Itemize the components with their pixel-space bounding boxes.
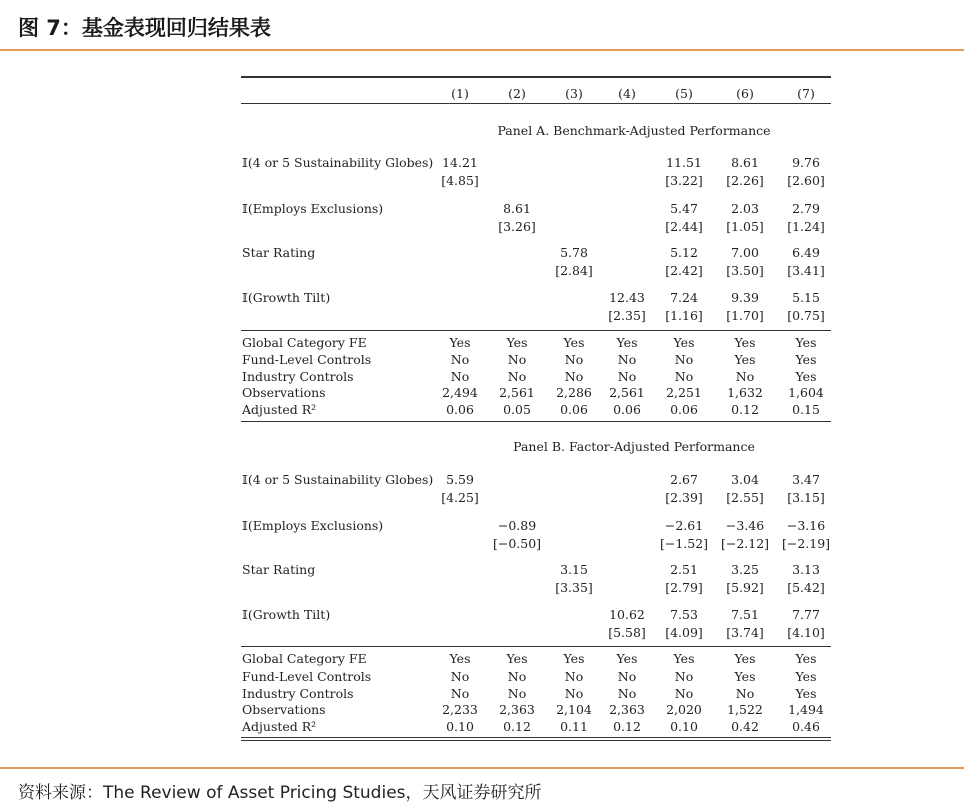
control-value-cell: 1,632 (727, 385, 763, 400)
source-note: 资料来源：The Review of Asset Pricing Studies，天风证券研究所 (18, 783, 542, 803)
panel-a-bottom-rule (241, 421, 831, 422)
control-value-cell: 1,604 (788, 385, 824, 400)
control-value-cell: No (507, 669, 527, 684)
coefficient-cell: 8.61 (731, 155, 759, 170)
t-stat-cell: [4.25] (441, 490, 479, 505)
column-header: (3) (565, 86, 583, 101)
coefficient-cell: 5.78 (560, 245, 588, 260)
coefficient-cell: 5.47 (670, 201, 698, 216)
control-value-cell: 0.12 (503, 719, 531, 734)
t-stat-cell: [1.24] (787, 219, 825, 234)
control-value-cell: Yes (795, 369, 817, 384)
control-value-cell: Yes (734, 669, 756, 684)
t-stat-cell: [3.26] (498, 219, 536, 234)
control-value-cell: No (450, 669, 470, 684)
panel-title: Panel B. Factor-Adjusted Performance (513, 439, 755, 454)
t-stat-cell: [4.09] (665, 625, 703, 640)
control-value-cell: No (674, 669, 694, 684)
coefficient-cell: 5.12 (670, 245, 698, 260)
column-header: (1) (451, 86, 469, 101)
coefficient-cell: 2.79 (792, 201, 820, 216)
coefficient-cell: 3.13 (792, 562, 820, 577)
variable-label: Star Rating (242, 245, 316, 260)
coefficient-cell: −0.89 (497, 518, 537, 533)
control-label: Observations (242, 385, 326, 400)
coefficient-cell: −3.16 (786, 518, 826, 533)
control-value-cell: 0.11 (560, 719, 588, 734)
column-header: (2) (508, 86, 526, 101)
control-label: Industry Controls (242, 686, 354, 701)
variable-label: Star Rating (242, 562, 316, 577)
control-value-cell: 0.42 (731, 719, 759, 734)
control-value-cell: No (735, 686, 755, 701)
variable-label: 𝕀(Employs Exclusions) (242, 201, 384, 216)
control-value-cell: 0.15 (792, 402, 820, 417)
control-value-cell: No (674, 352, 694, 367)
control-value-cell: 0.06 (560, 402, 588, 417)
coefficient-cell: 6.49 (792, 245, 820, 260)
coefficient-cell: 3.25 (731, 562, 759, 577)
control-value-cell: No (507, 686, 527, 701)
t-stat-cell: [5.42] (787, 580, 825, 595)
control-value-cell: No (617, 686, 637, 701)
table-bottom-rule-double (241, 740, 831, 741)
coefficient-cell: 8.61 (503, 201, 531, 216)
t-stat-cell: [3.22] (665, 173, 703, 188)
t-stat-cell: [3.35] (555, 580, 593, 595)
coefficient-cell: 3.15 (560, 562, 588, 577)
control-value-cell: No (674, 686, 694, 701)
control-value-cell: 0.10 (670, 719, 698, 734)
column-header: (7) (797, 86, 815, 101)
control-value-cell: 2,251 (666, 385, 702, 400)
control-value-cell: No (617, 369, 637, 384)
control-label: Adjusted R² (242, 719, 317, 734)
control-value-cell: 0.10 (446, 719, 474, 734)
coefficient-cell: 7.51 (731, 607, 759, 622)
control-value-cell: 2,104 (556, 702, 592, 717)
control-value-cell: 1,494 (788, 702, 824, 717)
control-value-cell: Yes (616, 335, 638, 350)
variable-label: 𝕀(4 or 5 Sustainability Globes) (242, 472, 434, 487)
coefficient-cell: 9.76 (792, 155, 820, 170)
header-divider (0, 49, 964, 51)
control-value-cell: Yes (506, 651, 528, 666)
column-header: (5) (675, 86, 693, 101)
control-value-cell: 2,561 (499, 385, 535, 400)
control-value-cell: No (450, 352, 470, 367)
coefficient-cell: 9.39 (731, 290, 759, 305)
control-value-cell: 2,363 (499, 702, 535, 717)
coefficient-cell: 14.21 (442, 155, 478, 170)
coefficient-cell: 7.53 (670, 607, 698, 622)
control-value-cell: 0.06 (613, 402, 641, 417)
coefficient-cell: 10.62 (609, 607, 645, 622)
t-stat-cell: [−2.19] (781, 536, 831, 551)
control-label: Global Category FE (242, 335, 367, 350)
control-value-cell: 2,020 (666, 702, 702, 717)
t-stat-cell: [3.74] (726, 625, 764, 640)
t-stat-cell: [2.55] (726, 490, 764, 505)
control-value-cell: Yes (449, 335, 471, 350)
control-label: Fund-Level Controls (242, 352, 372, 367)
control-value-cell: No (450, 686, 470, 701)
header-bottom-rule (241, 103, 831, 104)
coefficient-cell: 3.47 (792, 472, 820, 487)
control-value-cell: No (564, 686, 584, 701)
coefficient-cell: −2.61 (664, 518, 704, 533)
variable-label: 𝕀(Growth Tilt) (242, 607, 331, 622)
t-stat-cell: [1.05] (726, 219, 764, 234)
control-value-cell: Yes (449, 651, 471, 666)
control-value-cell: Yes (795, 686, 817, 701)
control-value-cell: 0.46 (792, 719, 820, 734)
control-value-cell: No (564, 669, 584, 684)
control-label: Observations (242, 702, 326, 717)
t-stat-cell: [2.39] (665, 490, 703, 505)
control-value-cell: Yes (795, 335, 817, 350)
t-stat-cell: [5.92] (726, 580, 764, 595)
control-value-cell: 2,363 (609, 702, 645, 717)
control-value-cell: 2,233 (442, 702, 478, 717)
coefficient-cell: 5.15 (792, 290, 820, 305)
control-value-cell: 2,494 (442, 385, 478, 400)
control-value-cell: Yes (506, 335, 528, 350)
column-header: (4) (618, 86, 636, 101)
control-value-cell: No (674, 369, 694, 384)
control-value-cell: Yes (673, 651, 695, 666)
control-value-cell: Yes (795, 669, 817, 684)
controls-top-rule (241, 646, 831, 647)
t-stat-cell: [1.16] (665, 308, 703, 323)
coefficient-cell: 12.43 (609, 290, 645, 305)
control-value-cell: No (617, 669, 637, 684)
t-stat-cell: [4.10] (787, 625, 825, 640)
table-bottom-rule (241, 737, 831, 738)
control-value-cell: 1,522 (727, 702, 763, 717)
variable-label: 𝕀(Growth Tilt) (242, 290, 331, 305)
control-value-cell: No (507, 369, 527, 384)
coefficient-cell: −3.46 (725, 518, 765, 533)
table-top-rule (241, 76, 831, 78)
control-value-cell: Yes (734, 352, 756, 367)
column-header: (6) (736, 86, 754, 101)
t-stat-cell: [0.75] (787, 308, 825, 323)
control-value-cell: No (617, 352, 637, 367)
control-value-cell: 2,561 (609, 385, 645, 400)
control-value-cell: 0.12 (731, 402, 759, 417)
t-stat-cell: [4.85] (441, 173, 479, 188)
coefficient-cell: 7.77 (792, 607, 820, 622)
coefficient-cell: 2.51 (670, 562, 698, 577)
variable-label: 𝕀(4 or 5 Sustainability Globes) (242, 155, 434, 170)
coefficient-cell: 7.24 (670, 290, 698, 305)
t-stat-cell: [2.44] (665, 219, 703, 234)
control-value-cell: 0.06 (446, 402, 474, 417)
control-value-cell: No (507, 352, 527, 367)
t-stat-cell: [−1.52] (659, 536, 709, 551)
t-stat-cell: [2.26] (726, 173, 764, 188)
t-stat-cell: [2.42] (665, 263, 703, 278)
control-value-cell: No (564, 369, 584, 384)
t-stat-cell: [2.79] (665, 580, 703, 595)
t-stat-cell: [−0.50] (492, 536, 542, 551)
t-stat-cell: [2.84] (555, 263, 593, 278)
control-value-cell: No (735, 369, 755, 384)
control-value-cell: Yes (795, 352, 817, 367)
control-value-cell: 0.05 (503, 402, 531, 417)
control-value-cell: Yes (795, 651, 817, 666)
footer-divider (0, 767, 964, 769)
t-stat-cell: [3.50] (726, 263, 764, 278)
t-stat-cell: [2.35] (608, 308, 646, 323)
coefficient-cell: 3.04 (731, 472, 759, 487)
control-label: Industry Controls (242, 369, 354, 384)
figure-title: 图 7：基金表现回归结果表 (18, 16, 271, 40)
control-value-cell: 2,286 (556, 385, 592, 400)
control-value-cell: Yes (616, 651, 638, 666)
t-stat-cell: [−2.12] (720, 536, 770, 551)
coefficient-cell: 2.03 (731, 201, 759, 216)
control-label: Adjusted R² (242, 402, 317, 417)
control-value-cell: 0.06 (670, 402, 698, 417)
control-value-cell: Yes (734, 335, 756, 350)
control-value-cell: No (450, 369, 470, 384)
t-stat-cell: [2.60] (787, 173, 825, 188)
control-value-cell: Yes (563, 651, 585, 666)
coefficient-cell: 11.51 (666, 155, 702, 170)
control-value-cell: Yes (734, 651, 756, 666)
t-stat-cell: [3.15] (787, 490, 825, 505)
coefficient-cell: 5.59 (446, 472, 474, 487)
control-value-cell: Yes (673, 335, 695, 350)
panel-title: Panel A. Benchmark-Adjusted Performance (497, 123, 771, 138)
coefficient-cell: 7.00 (731, 245, 759, 260)
control-label: Fund-Level Controls (242, 669, 372, 684)
control-label: Global Category FE (242, 651, 367, 666)
control-value-cell: Yes (563, 335, 585, 350)
control-value-cell: No (564, 352, 584, 367)
t-stat-cell: [1.70] (726, 308, 764, 323)
t-stat-cell: [5.58] (608, 625, 646, 640)
t-stat-cell: [3.41] (787, 263, 825, 278)
control-value-cell: 0.12 (613, 719, 641, 734)
coefficient-cell: 2.67 (670, 472, 698, 487)
variable-label: 𝕀(Employs Exclusions) (242, 518, 384, 533)
controls-top-rule (241, 330, 831, 331)
